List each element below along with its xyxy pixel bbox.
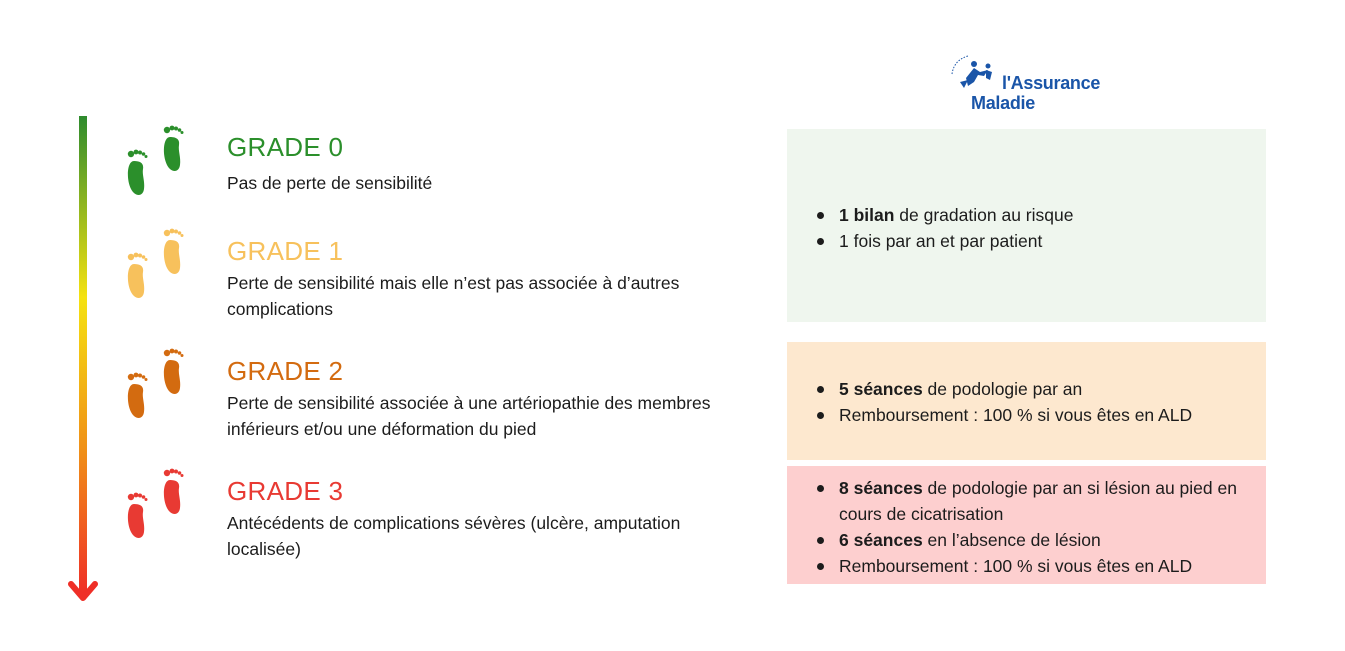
grade-description: Perte de sensibilité associée à une artériopathie des membres inférieurs et/ou une déformation du pied xyxy=(227,393,711,439)
footprints-icon xyxy=(120,123,190,205)
list-item: 6 séances en l’absence de lésion xyxy=(839,527,1266,553)
grade-title: GRADE 3 xyxy=(227,476,344,506)
footprints-icon xyxy=(120,346,190,428)
list-item: Remboursement : 100 % si vous êtes en ALD xyxy=(839,402,1266,428)
logo-line-2: Maladie xyxy=(971,93,1035,113)
footprints-icon xyxy=(120,466,190,548)
grade-title: GRADE 2 xyxy=(227,356,344,386)
grade-title: GRADE 1 xyxy=(227,236,344,266)
info-box-grade-2 xyxy=(787,342,1266,460)
list-item: 1 bilan de gradation au risque xyxy=(839,202,1266,228)
list-item: 8 séances de podologie par an si lésion au pied en cours de cicatrisation xyxy=(839,475,1266,527)
footprints-icon xyxy=(120,226,190,308)
grade-description: Perte de sensibilité mais elle n’est pas associée à d’autres complications xyxy=(227,273,680,319)
info-box-grade-0 xyxy=(787,129,1266,322)
down-arrow-icon xyxy=(68,116,98,606)
grade-title: GRADE 0 xyxy=(227,132,344,162)
info-box-grade-3 xyxy=(787,466,1266,584)
list-item: 1 fois par an et par patient xyxy=(839,228,1266,254)
grade-description: Antécédents de complications sévères (ulcère, amputation localisée) xyxy=(227,513,681,559)
list-item: Remboursement : 100 % si vous êtes en ALD xyxy=(839,553,1266,579)
grade-description: Pas de perte de sensibilité xyxy=(227,173,433,193)
list-item: 5 séances de podologie par an xyxy=(839,376,1266,402)
logo-line-1: l'Assurance xyxy=(1002,73,1101,93)
